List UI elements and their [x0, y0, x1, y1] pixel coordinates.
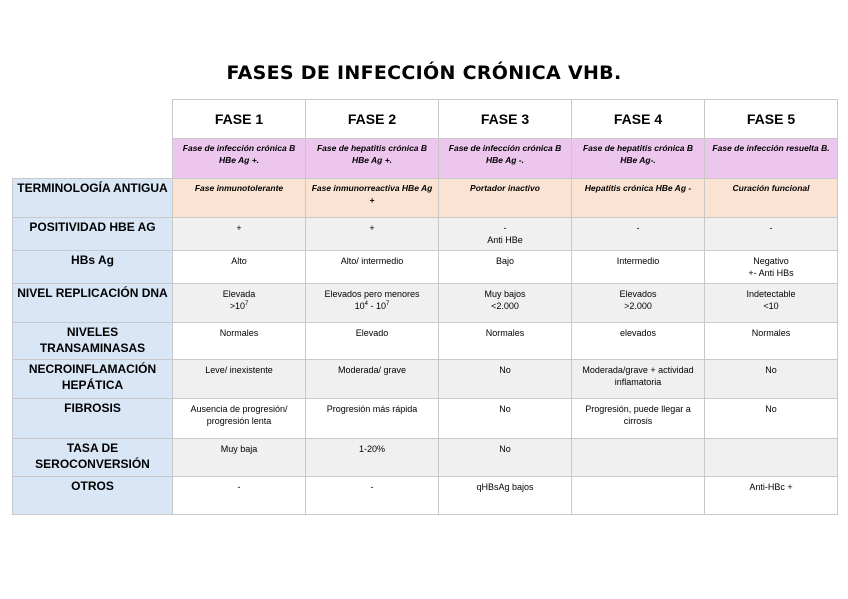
cell: [705, 251, 838, 284]
cell: Normales: [173, 323, 306, 360]
cell: Hepatitis crónica HBe Ag -: [572, 179, 705, 218]
cell: Progresión más rápida: [306, 399, 439, 439]
value-text: >10: [229, 301, 245, 311]
cell: Alto: [173, 251, 306, 284]
cell: Bajo: [439, 251, 572, 284]
cell: [705, 439, 838, 477]
table-row: [13, 323, 838, 360]
cell: 1-20%: [306, 439, 439, 477]
cell: [705, 284, 838, 323]
cell-line: Indetectable: [746, 289, 796, 299]
phase-header-5: FASE 5: [705, 100, 838, 139]
row-label-transaminasas: NIVELES TRANSAMINASAS: [13, 323, 173, 360]
cell: Muy baja: [173, 439, 306, 477]
cell: -: [306, 477, 439, 515]
cell: qHBsAg bajos: [439, 477, 572, 515]
phase-description-4: Fase de hepatitis crónica B HBe Ag-.: [572, 139, 705, 179]
cell: No: [439, 399, 572, 439]
cell: -: [572, 218, 705, 251]
cell: [306, 284, 439, 323]
cell: Fase inmunorreactiva HBe Ag +: [306, 179, 439, 218]
table-row: [13, 251, 838, 284]
cell: [439, 218, 572, 251]
cell: Leve/ inexistente: [173, 360, 306, 399]
phase-description-2: Fase de hepatitis crónica B HBe Ag +.: [306, 139, 439, 179]
cell: No: [439, 360, 572, 399]
cell: No: [439, 439, 572, 477]
phase-header-1: FASE 1: [173, 100, 306, 139]
cell: No: [705, 399, 838, 439]
cell: Normales: [705, 323, 838, 360]
row-label-terminologia: TERMINOLOGÍA ANTIGUA: [13, 179, 173, 218]
range-separator: -: [368, 301, 376, 311]
page-title: FASES DE INFECCIÓN CRÓNICA VHB.: [226, 62, 622, 84]
cell-line: [177, 300, 301, 312]
exponent: 7: [386, 301, 390, 307]
cell: Progresión, puede llegar a cirrosis: [572, 399, 705, 439]
cell: Portador inactivo: [439, 179, 572, 218]
cell: Fase inmunotolerante: [173, 179, 306, 218]
cell: [173, 284, 306, 323]
row-label-hbsag: HBs Ag: [13, 251, 173, 284]
cell: Anti-HBc +: [705, 477, 838, 515]
row-label-replicacion: NIVEL REPLICACIÓN DNA: [13, 284, 173, 323]
table-row: [13, 284, 838, 323]
value-text: 10: [354, 301, 365, 311]
cell: [439, 284, 572, 323]
table-row: [13, 218, 838, 251]
description-row: [13, 139, 838, 179]
cell-line: Anti HBe: [487, 235, 523, 245]
row-label-otros: OTROS: [13, 477, 173, 515]
cell: [572, 284, 705, 323]
cell-line: >2.000: [624, 301, 652, 311]
corner-cell-2: [13, 139, 173, 179]
cell: -: [173, 477, 306, 515]
phase-description-1: Fase de infección crónica B HBe Ag +.: [173, 139, 306, 179]
table-row: [13, 399, 838, 439]
cell: elevados: [572, 323, 705, 360]
row-label-necroinflamacion: NECROINFLAMACIÓN HEPÁTICA: [13, 360, 173, 399]
cell: Curación funcional: [705, 179, 838, 218]
cell-line: Negativo: [753, 256, 789, 266]
cell: [572, 439, 705, 477]
cell: Intermedio: [572, 251, 705, 284]
cell: Elevado: [306, 323, 439, 360]
corner-cell: [13, 100, 173, 139]
cell-line: <10: [763, 301, 779, 311]
cell: Moderada/ grave: [306, 360, 439, 399]
cell-line: +- Anti HBs: [748, 268, 794, 278]
phases-table: [12, 99, 838, 515]
exponent: 4: [364, 301, 368, 307]
value-text: 10: [376, 301, 387, 311]
table-row: [13, 439, 838, 477]
row-label-positividad: POSITIVIDAD HBE AG: [13, 218, 173, 251]
cell: Alto/ intermedio: [306, 251, 439, 284]
cell: Normales: [439, 323, 572, 360]
cell-line: <2.000: [491, 301, 519, 311]
cell: Ausencia de progresión/ progresión lenta: [173, 399, 306, 439]
cell-line: Elevados: [619, 289, 657, 299]
phase-header-4: FASE 4: [572, 100, 705, 139]
cell-line: [310, 300, 434, 312]
table-row: [13, 477, 838, 515]
cell: -: [705, 218, 838, 251]
row-label-seroconversion: TASA DE SEROCONVERSIÓN: [13, 439, 173, 477]
cell: +: [173, 218, 306, 251]
cell-line: -: [503, 223, 507, 233]
table-row: [13, 360, 838, 399]
phase-header-2: FASE 2: [306, 100, 439, 139]
phase-header-3: FASE 3: [439, 100, 572, 139]
cell: Moderada/grave + actividad inflamatoria: [572, 360, 705, 399]
cell: +: [306, 218, 439, 251]
header-row: [13, 100, 838, 139]
cell: No: [705, 360, 838, 399]
table-row: [13, 179, 838, 218]
phase-description-5: Fase de infección resuelta B.: [705, 139, 838, 179]
phase-description-3: Fase de infección crónica B HBe Ag -.: [439, 139, 572, 179]
cell-line: Elevados pero menores: [324, 289, 420, 299]
cell-line: Muy bajos: [484, 289, 526, 299]
cell: [572, 477, 705, 515]
exponent: 7: [244, 301, 249, 307]
row-label-fibrosis: FIBROSIS: [13, 399, 173, 439]
cell-line: Elevada: [222, 289, 256, 299]
